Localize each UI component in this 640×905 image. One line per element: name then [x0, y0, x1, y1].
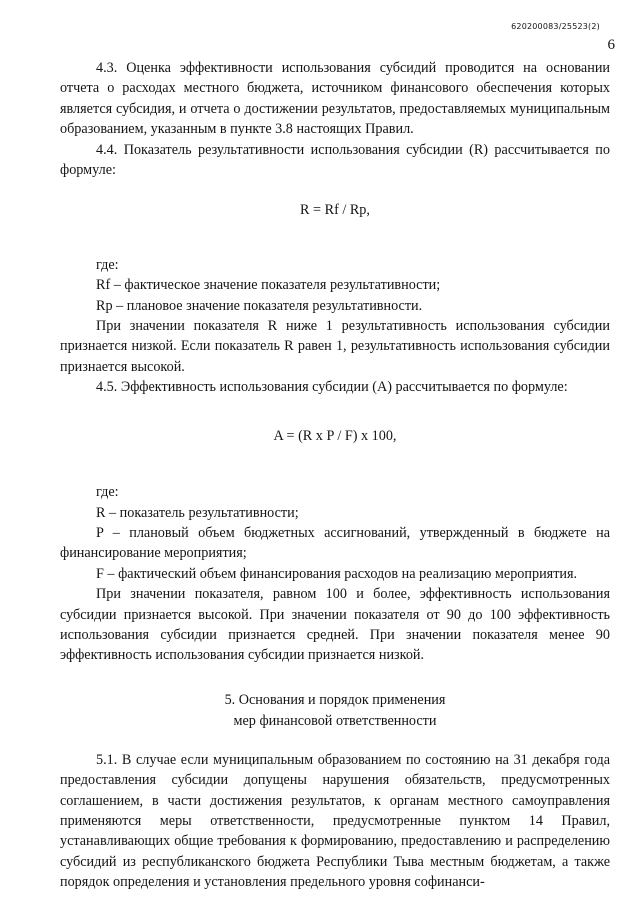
paragraph-4-5: 4.5. Эффективность использования субсидии (A) рассчитывается по формуле:: [96, 379, 568, 396]
formula-a: A = (R x P / F) x 100,: [273, 427, 397, 444]
definition-rp: Rp – плановое значение показателя результативности.: [96, 297, 423, 314]
definition-f: F – фактический объем финансирования расходов на реализацию мероприятия.: [96, 565, 578, 582]
paragraph-r-conditions: При значении показателя R ниже 1 результативность использования субсидии признается низкой. Если показатель R равен 1, результативность использования субсидии признается высокой.: [60, 318, 610, 375]
section-5-title-line-2: мер финансовой ответственности: [233, 712, 437, 729]
page-number: 6: [607, 37, 615, 53]
section-5-heading: [60, 690, 610, 732]
section-5-title-line-1: 5. Основания и порядок применения: [224, 691, 446, 708]
definition-r: R – показатель результативности;: [96, 504, 299, 521]
paragraph-5-1: 5.1. В случае если муниципальным образованием по состоянию на 31 декабря года предоставления субсидии допущены нарушения обязательств, предусмотренных соглашением, в части достижения результатов, к органам местного самоуправления применяются меры ответственности, предусмотренные пунктом 14 Правил, устанавливающих общие требования к формированию, предоставлению и распределению субсидий из республиканского бюджета Республики Тыва местным бюджетам, а также порядок определения и установления предельного уровня софинанси-: [60, 751, 610, 891]
where-label-2: где:: [96, 484, 119, 501]
document-code: 620200083/25523(2): [511, 22, 600, 31]
paragraph-4-4: 4.4. Показатель результативности использования субсидии (R) рассчитывается по формуле:: [60, 141, 610, 179]
document-body: [60, 58, 610, 893]
where-label-1: где:: [96, 256, 119, 273]
definition-p: P – плановый объем бюджетных ассигнований, утвержденный в бюджете на финансирование мероприятия;: [60, 524, 610, 562]
definition-rf: Rf – фактическое значение показателя результативности;: [96, 277, 441, 294]
paragraph-a-conditions: При значении показателя, равном 100 и более, эффективность использования субсидии признается высокой. При значении показателя от 90 до 100 эффективность использования субсидии признается средней. При значении показателя менее 90 эффективность использования субсидии признается низкой.: [60, 586, 610, 664]
paragraph-4-3: 4.3. Оценка эффективности использования субсидий проводится на основании отчета о расходах местного бюджета, источником финансового обеспечения которых является субсидия, и отчета о достижении результатов, предоставляемых муниципальным образованием, указанным в пункте 3.8 настоящих Правил.: [60, 60, 610, 138]
formula-r: R = Rf / Rp,: [300, 202, 370, 219]
